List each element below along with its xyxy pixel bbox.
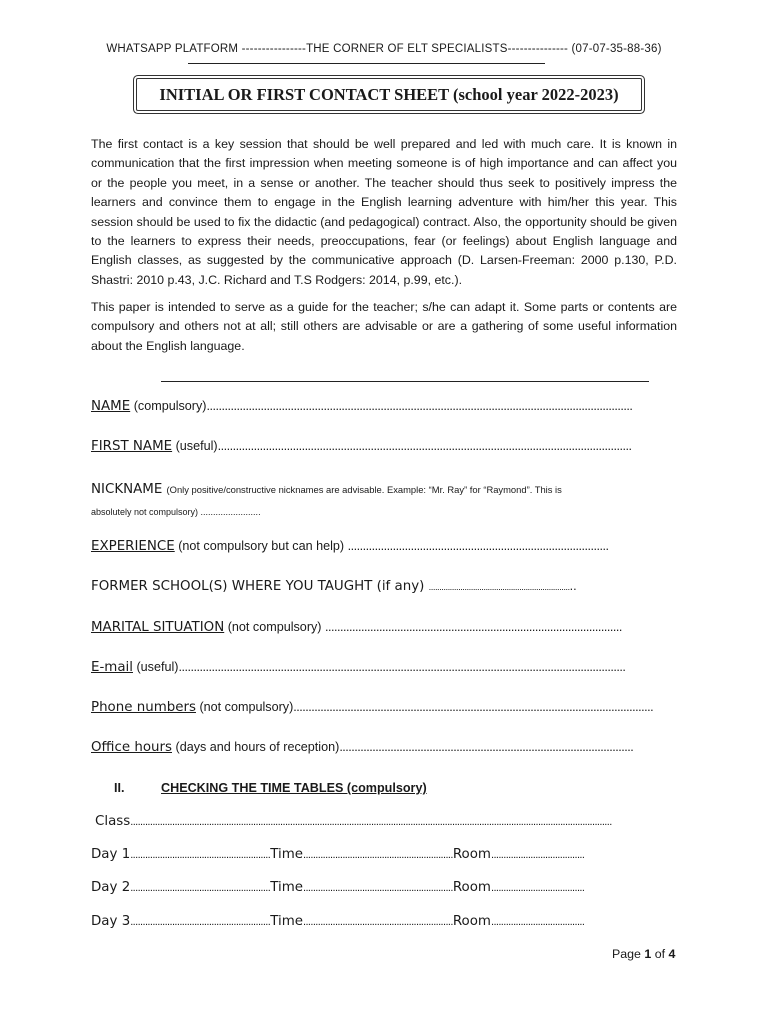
day-1-room-label: Room — [452, 847, 491, 862]
day-1-dots: ......................................................... — [130, 849, 271, 861]
page-current: 1 — [644, 947, 652, 961]
day-3-label: Day 3 — [91, 914, 131, 929]
experience-note: (not compulsory but can help) — [174, 539, 348, 553]
nickname-label: NICKNAME — [91, 482, 167, 497]
name-label: NAME — [91, 399, 131, 414]
email-dots: ..................................................................................................................................................... — [178, 660, 626, 674]
marital-label: MARITAL SITUATION — [91, 620, 225, 635]
page-total: 4 — [668, 947, 676, 961]
class-dots-3: ...................... — [552, 816, 607, 828]
class-end: .. — [606, 816, 612, 828]
class-dots-1: ................................................................... — [130, 816, 295, 828]
intro-paragraph: The first contact is a key session that should be well prepared and led with much care. It is known in communication that the first impression when meeting someone is of high importance and can affect you or the people you meet, in a sense or another. The teacher should thus seek to positively impress the learners and convince them to engage in the English learning adventure with him/her this year. This session should be used to fix the didactic (and pedagogical) contract. Also, the opportunity should be given to the learners to express their needs, preoccupations, fear (or feelings) about English language and English classes, as suggested by the communicative approach (D. Larsen-Freeman: 2000 p.130, P.D. Shastri: 2010 p.43, J.C. Richard and T.S Rodgers: 2014, p.99, etc.). — [91, 137, 677, 287]
class-dots-2: ......................................................................................................... — [294, 816, 553, 828]
experience-label: EXPERIENCE — [91, 539, 175, 554]
office-hours-field[interactable] — [91, 740, 681, 755]
former-school-label: FORMER SCHOOL(S) WHERE YOU TAUGHT (if any) — [91, 579, 429, 594]
office-hours-note: (days and hours of reception) — [172, 740, 340, 754]
day-2-room-label: Room — [452, 880, 491, 895]
phone-label: Phone numbers — [91, 700, 196, 715]
class-label: Class — [95, 814, 131, 829]
phone-dots: ........................................................................................................................ — [293, 700, 654, 714]
office-hours-dots: .................................................................................................. — [339, 740, 634, 754]
section-title: CHECKING THE TIME TABLES (compulsory) — [161, 781, 427, 795]
day-1-row[interactable] — [91, 847, 584, 862]
email-label: E-mail — [91, 660, 133, 675]
first-name-label: FIRST NAME — [91, 439, 173, 454]
day-2-dots: ......................................................... — [130, 882, 271, 894]
day-3-dots: ......................................................... — [130, 916, 271, 928]
former-school-end: .. — [569, 579, 577, 593]
page-indicator — [612, 947, 675, 961]
day-2-time-dots: ............................................................. — [303, 882, 453, 894]
name-field[interactable] — [91, 399, 681, 414]
phone-note: (not compulsory) — [195, 700, 294, 714]
section-divider — [161, 381, 649, 382]
guide-paragraph: This paper is intended to serve as a guide for the teacher; s/he can adapt it. Some parts or contents are compulsory and others not at all; still others are advisable or are a gathering of some useful information about the English language. — [91, 300, 677, 353]
day-2-label: Day 2 — [91, 880, 131, 895]
class-row[interactable] — [95, 814, 612, 829]
email-field[interactable] — [91, 660, 681, 675]
nickname-field[interactable] — [91, 480, 677, 498]
section-number: II. — [114, 781, 125, 795]
document-title: INITIAL OR FIRST CONTACT SHEET (school year 2022-2023) — [159, 85, 619, 104]
former-school-dots: ................................................................... — [428, 581, 570, 592]
marital-field[interactable] — [91, 620, 681, 635]
former-school-field[interactable] — [91, 579, 681, 594]
day-3-room-dots: ...................................... — [490, 916, 585, 928]
marital-dots: ................................................................................................... — [325, 620, 622, 634]
day-3-time-label: Time — [270, 914, 304, 929]
name-dots: .............................................................................................................................................. — [206, 399, 633, 413]
day-1-label: Day 1 — [91, 847, 131, 862]
day-3-row[interactable] — [91, 914, 584, 929]
experience-field[interactable] — [91, 539, 681, 554]
nickname-note-continued: absolutely not compulsory) ........................ — [91, 507, 261, 517]
name-note: (compulsory) — [130, 399, 207, 413]
page-prefix: Page — [612, 947, 645, 961]
nickname-note: (Only positive/constructive nicknames are advisable. Example: “Mr. Ray” for “Raymond”. This is — [166, 484, 562, 495]
first-name-dots: .......................................................................................................................................... — [217, 439, 632, 453]
day-1-time-label: Time — [270, 847, 304, 862]
phone-field[interactable] — [91, 700, 681, 715]
day-2-time-label: Time — [270, 880, 304, 895]
day-2-room-dots: ...................................... — [490, 882, 585, 894]
page-sep: of — [651, 947, 669, 961]
day-3-room-label: Room — [452, 914, 491, 929]
office-hours-label: Office hours — [91, 740, 172, 755]
day-3-time-dots: ............................................................. — [303, 916, 453, 928]
day-2-row[interactable] — [91, 880, 584, 895]
email-note: (useful) — [132, 660, 179, 674]
first-name-field[interactable] — [91, 439, 681, 454]
marital-note: (not compulsory) — [224, 620, 325, 634]
day-1-time-dots: ............................................................. — [303, 849, 453, 861]
day-1-room-dots: ...................................... — [490, 849, 585, 861]
first-name-note: (useful) — [172, 439, 218, 453]
experience-dots: ....................................................................................... — [347, 539, 609, 553]
document-header: WHATSAPP PLATFORM ----------------THE CORNER OF ELT SPECIALISTS--------------- (07-07-35-88-36) — [106, 43, 662, 55]
header-underline — [188, 63, 545, 64]
